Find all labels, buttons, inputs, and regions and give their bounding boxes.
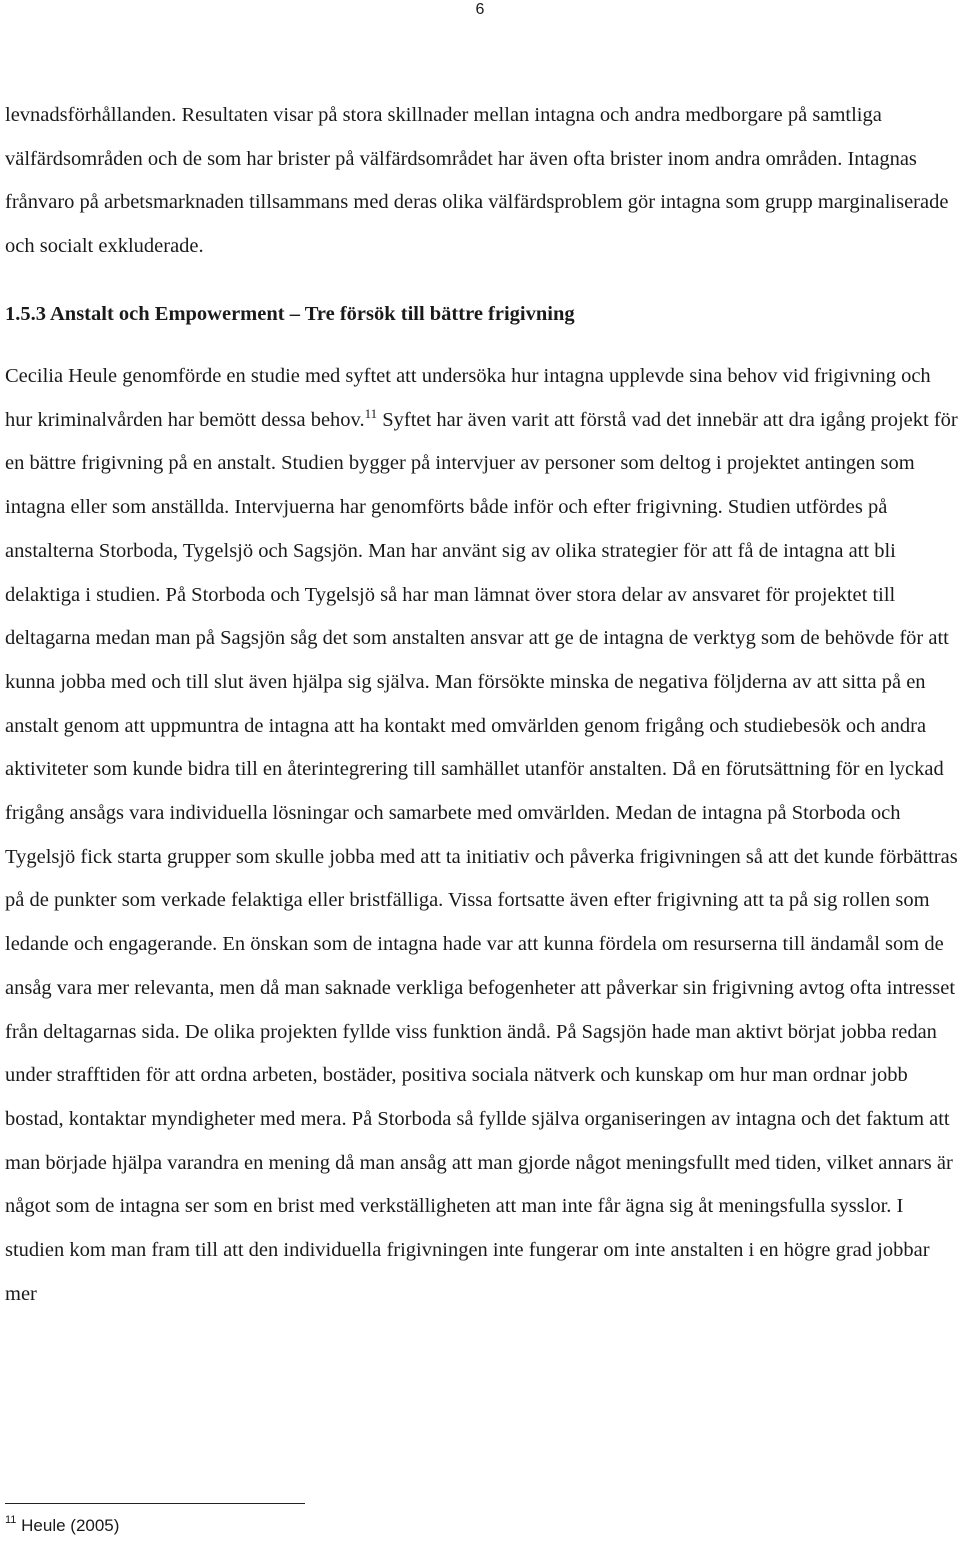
footnote-text: Heule (2005)	[16, 1516, 120, 1535]
paragraph-text-before-note: Cecilia Heule genomförde en studie med syftet att undersöka hur intagna upplevde sina behov vid frigivning och hur kriminalvården har bemött dessa behov.	[5, 365, 931, 431]
footnote-separator	[5, 1503, 305, 1504]
paragraph-text-after-note: Syftet har även varit att förstå vad det innebär att dra igång projekt för en bättre frigivning på en anstalt. Studien bygger på intervjuer av personer som deltog i projektet antingen som intagna eller som anställda. Intervjuerna har genomförts både inför och efter frigivning. Studien utfördes på anstalterna Storboda, Tygelsjö och Sagsjön. Man har använt sig av olika strategier för att få de intagna att bli delaktiga i studien. På Storboda och Tygelsjö så har man lämnat över stora delar av ansvaret för projektet till deltagarna medan man på Sagsjön såg det som anstalten ansvar att ge de intagna de verktyg som de behövde för att kunna jobba med och till slut även hjälpa sig själva. Man försökte minska de negativa följderna av att sitta på en anstalt genom att uppmuntra de intagna att ha kontakt med omvärlden genom frigång och studiebesök och andra aktiviteter som kunde bidra till en återintegrering till samhället utanför anstalten. Då en förutsättning för en lyckad frigång ansågs vara individuella lösningar och samarbete med omvärlden. Medan de intagna på Storboda och Tygelsjö fick starta grupper som skulle jobba med att ta initiativ och påverka frigivningen så att det kunde förbättras på de punkter som verkade felaktiga eller bristfälliga. Vissa fortsatte även efter frigivning att ta på sig rollen som ledande och engagerande. En önskan som de intagna hade var att kunna fördela om resurserna till ändamål som de ansåg vara mer relevanta, men då man saknade verkliga befogenheter att påverkar sin frigivning avtog ofta intresset från deltagarnas sida. De olika projekten fyllde viss funktion ändå. På Sagsjön hade man aktivt börjat jobba redan under strafftiden för att ordna arbeten, bostäder, positiva sociala nätverk och kunskap om hur man ordnar jobb bostad, kontaktar myndigheter med mera. På Storboda så fyllde själva organiseringen av intagna och det faktum att man började hjälpa varandra en mening då man ansåg att man gjorde något meningsfullt med tiden, vilket annars är något som de intagna ser som en brist med verkställigheten att man inte får ägna sig åt meningsfulla sysslor. I studien kom man fram till att den individuella frigivningen inte fungerar om inte anstalten i en högre grad jobbar mer	[5, 408, 958, 1305]
intro-paragraph: levnadsförhållanden. Resultaten visar på stora skillnader mellan intagna och andra medborgare på samtliga välfärdsområden och de som har brister på välfärdsområdet har även ofta brister inom andra områden. Intagnas frånvaro på arbetsmarknaden tillsammans med deras olika välfärdsproblem gör intagna som grupp marginaliserade och socialt exkluderade.	[5, 104, 949, 258]
footnote	[5, 1511, 119, 1541]
section-heading: 1.5.3 Anstalt och Empowerment – Tre försök till bättre frigivning	[5, 303, 575, 325]
footnote-reference[interactable]: 11	[364, 405, 378, 421]
footnote-number: 11	[5, 1514, 17, 1526]
page-number: 6	[475, 1, 485, 18]
body-paragraph	[5, 355, 959, 1316]
